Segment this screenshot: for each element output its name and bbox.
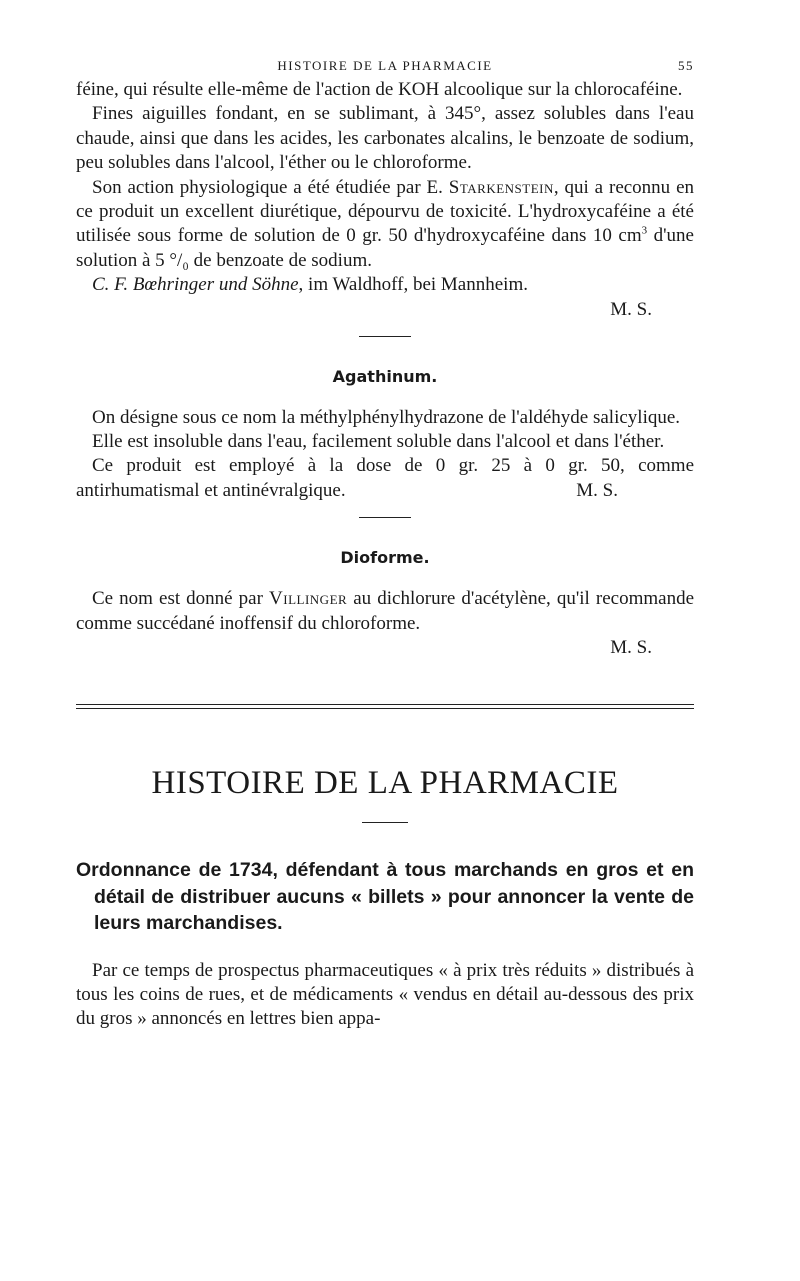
author-name: Starkenstein	[448, 176, 554, 198]
paragraph	[76, 176, 694, 274]
text: Ce nom est donné par	[92, 588, 263, 610]
article-dioforme	[76, 548, 694, 660]
text: Ce produit est employé à la dose de 0 gr. 25 à 0 gr. 50, comme antirhumatismal et antinévralgique.	[76, 455, 694, 501]
page	[76, 52, 694, 1252]
double-rule-divider	[76, 704, 694, 709]
paragraph	[76, 587, 694, 636]
ordonnance-title: Ordonnance de 1734, défendant à tous marchands en gros et en détail de distribuer aucuns « billets » pour annoncer la vente de leurs marchandises.	[76, 859, 694, 935]
paragraph: féine, qui résulte elle-même de l'action de KOH alcoolique sur la chlorocaféine.	[76, 79, 683, 100]
signature: M. S.	[576, 479, 618, 501]
section-rule	[362, 822, 408, 823]
separator-rule	[359, 517, 411, 518]
article-agathinum	[76, 367, 694, 519]
rule-line	[76, 708, 694, 709]
paragraph	[76, 273, 694, 297]
section-title: HISTOIRE DE LA PHARMACIE	[151, 765, 619, 802]
paragraph: Elle est insoluble dans l'eau, facilement soluble dans l'alcool et dans l'éther.	[92, 431, 665, 453]
text: , im Waldhoff, bei Mannheim.	[298, 274, 528, 296]
company-name: C. F. Bœhringer und Söhne	[92, 274, 299, 296]
page-number: 55	[678, 58, 694, 73]
rule-line	[76, 704, 694, 705]
paragraph	[76, 454, 694, 503]
paragraph: Par ce temps de prospectus pharmaceutiques « à prix très réduits » distribués à tous les coins de rues, et de médicaments « vendus en détail au-dessous des prix du gros » annoncés en lettres bien appa-	[76, 959, 694, 1030]
signature: M. S.	[610, 298, 652, 320]
separator-rule	[359, 336, 411, 337]
running-header	[76, 52, 694, 78]
superscript: 3	[641, 225, 648, 238]
spacer	[76, 937, 694, 941]
paragraph: On désigne sous ce nom la méthylphénylhydrazone de l'aldéhyde salicylique.	[92, 406, 681, 428]
text: d'une solution à 5 °/₀ de benzoate de sodium.	[76, 225, 694, 271]
author-name: Villinger	[269, 588, 348, 610]
article-title: Dioforme.	[340, 548, 430, 568]
article-title: Agathinum.	[332, 366, 438, 386]
article-hydroxycafeine	[76, 78, 694, 337]
text: , qui a reconnu en ce produit un excellent diurétique, dépourvu de toxicité. L'hydroxycaféine a été utilisée sous forme de solution de 0 gr. 50 d'hydroxycaféine dans 10 cm	[76, 176, 694, 247]
paragraph: Fines aiguilles fondant, en se sublimant, à 345°, assez solubles dans l'eau chaude, ainsi que dans les acides, les carbonates alcalins, le benzoate de sodium, peu solubles dans l'alcool, l'éther ou le chloroforme.	[76, 103, 694, 174]
running-title: HISTOIRE DE LA PHARMACIE	[277, 58, 493, 73]
text: au dichlorure d'acétylène, qu'il recommande comme succédané inoffensif du chloroforme.	[76, 588, 695, 634]
text: Son action physiologique a été étudiée par E.	[92, 176, 443, 198]
signature: M. S.	[610, 637, 652, 659]
